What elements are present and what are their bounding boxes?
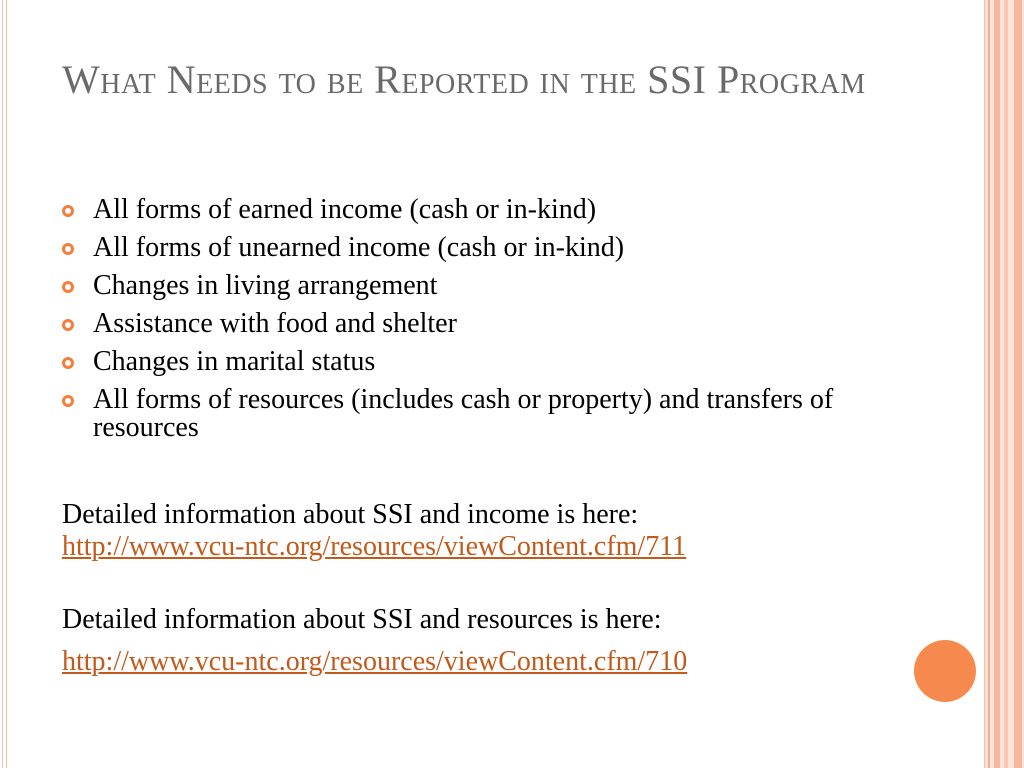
circle-bullet-icon [62,281,74,293]
circle-bullet-icon [62,205,74,217]
stripe [994,0,1000,768]
bullet-text: All forms of resources (includes cash or property) and transfers of resources [93,384,834,443]
circle-bullet-icon [62,319,74,331]
resources-info-link[interactable]: http://www.vcu-ntc.org/resources/viewContent.cfm/710 [62,646,688,677]
bullet-item [62,234,922,262]
bullet-text: Changes in marital status [93,346,376,377]
bullet-list [62,196,922,452]
resources-info-text: Detailed information about SSI and resources is here: [62,604,662,635]
income-info-text: Detailed information about SSI and income is here: [62,499,639,530]
right-decorative-stripes [985,0,1024,768]
income-info-block [62,499,942,563]
stripe [1014,0,1022,768]
slide-title: What Needs to be Reported in the SSI Program [62,57,866,102]
orange-circle-decoration [914,640,976,702]
bullet-item [62,348,922,376]
bullet-text: Assistance with food and shelter [93,308,457,339]
bullet-item [62,272,922,300]
bullet-item [62,310,922,338]
bullet-text: All forms of unearned income (cash or in-kind) [93,232,625,263]
stripe [1004,0,1008,768]
bullet-text: Changes in living arrangement [93,270,438,301]
circle-bullet-icon [62,243,74,255]
bullet-text: All forms of earned income (cash or in-kind) [93,194,597,225]
circle-bullet-icon [62,357,74,369]
stripe [988,0,990,768]
circle-bullet-icon [62,395,74,407]
resources-info-block [62,604,942,678]
bullet-item [62,386,922,442]
income-info-link[interactable]: http://www.vcu-ntc.org/resources/viewContent.cfm/711 [62,531,687,562]
bullet-item [62,196,922,224]
